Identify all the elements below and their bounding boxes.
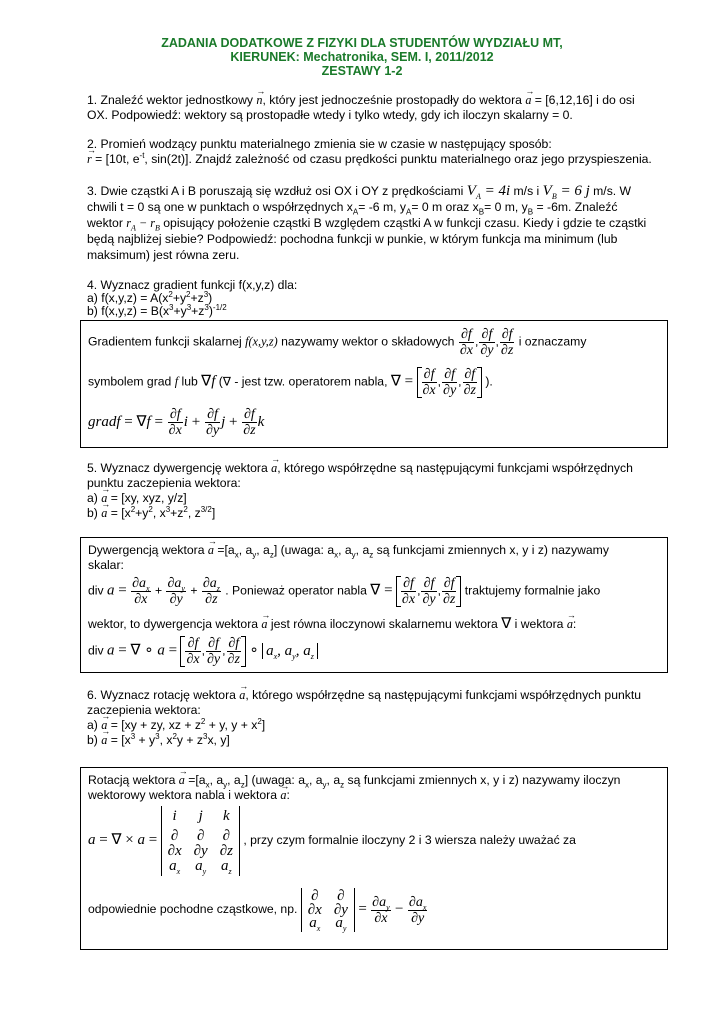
problem-5: 5. Wyznacz dywergencję wektora → a, którego współrzędne są następującymi funkcjami współrzędnych punktu zaczepienia wektora: a) → a = [xy, xyz, y/z] $b) \to a = [x^2+y^2$, $x^3+z^2$, $z^{3/2}$]	[87, 461, 667, 521]
problem-2: 2. Promień wodzący punktu materialnego zmienia sie w czasie w następujący sposób: → r = [10t, $e^{-t}$, sin(2t)]. Znajdź zależność od czasu prędkości punktu materialnego oraz jego przyspieszenia.	[87, 137, 667, 167]
problem-6: 6. Wyznacz rotację wektora → a, którego współrzędne są następującymi funkcjami współrzędnych punktu zaczepienia wektora: a) → a = [xy + zy, xz + $z^2 + y$, $y + x^2$] $b) \to a = [x^3 + y^3$, $x^2y + z^3x$, y]	[87, 688, 667, 748]
problem-4: 4. Wyznacz gradient funkcji f(x,y,z) dla: a) $f(x,y,z) = A(x^2+y^2+z^3)$ b) $f(x,y,z) = B(x^3+y^3+z^3)^{-1/2}$	[87, 278, 298, 318]
gradient-definition-box: Gradientem funkcji skalarnej f(x,y,z) nazywamy wektor o składowych $\frac{\partial f}{\partial x}$ , $\frac{\partial f}{\partial y}$ , $\frac{\partial f}{\partial z}$ i oznaczamy symbolem grad f lub ∇f (∇ - jest tzw. operatorem nabla, ∇ = $\frac{\partial f}{\partial x}$ , $\frac{\partial f}{\partial y}$ , $\frac{\partial f}{\partial z}$ ). gradf = ∇f = $\frac{\partial f}{\partial x}$ i + $\frac{\partial f}{\partial y}$ j + $\frac{\partial f}{\partial z}$ k	[80, 320, 668, 448]
vector-n: → n	[256, 93, 262, 108]
vector-a: → a	[525, 93, 531, 108]
problem-1: 1. Znaleźć wektor jednostkowy → n, który jest jednocześnie prostopadły do wektora → a = [6,12,16] i do osi OX. Podpowiedź: wektory są prostopadłe wtedy i tylko wtedy, gdy ich iloczyn skalarny = 0.	[87, 93, 667, 123]
header-line-1: ZADANIA DODATKOWE Z FIZYKI DLA STUDENTÓW WYDZIAŁU MT,	[161, 36, 563, 50]
problem-3: 3. Dwie cząstki A i B poruszają się wzdłuż osi OX i OY z prędkościami $V_A = 4i$ m/s i $V_B = 6$ j m/s. W chwili t = 0 są one w punktach o współrzędnych $x_A= -6$ m, $y_A= 0$ m oraz $x_B= 0$ m, $y_B = -6m$. Znaleźć wektor $r_A - r_B$ opisujący położenie cząstki B względem cząstki A w funkcji czasu. Kiedy i gdzie te cząstki będą najbliżej siebie? Podpowiedź: pochodna funkcji w punkie, w którym funkcja ma minimum (lub maksimum) jest równa zeru.	[87, 183, 647, 262]
gradient-formula: gradf = ∇f = $\frac{\partial f}{\partial x}$ i + $\frac{\partial f}{\partial y}$ j + $\frac{\partial f}{\partial z}$ k	[88, 407, 265, 438]
header-line-3: ZESTAWY 1-2	[321, 64, 403, 78]
header-line-2: KIERUNEK: Mechatronika, SEM. I, 2011/2012	[230, 50, 494, 64]
divergence-definition-box: Dywergencją wektora → $a =[a_x$, $a_y$, $a_z$] (uwaga: $a_x$, $a_y$, $a_z$ są funkcjami zmiennych x, y i z) nazywamy skalar: div a = $\frac{\partial a_x}{\partial x}$ + $\frac{\partial a_y}{\partial y}$ + $\frac{\partial a_z}{\partial z}$ . Ponieważ operator nabla ∇ = $\frac{\partial f}{\partial x}$ , $\frac{\partial f}{\partial y}$ , $\frac{\partial f}{\partial z}$ traktujemy formalnie jako wektor, to dywergencja wektora → a jest równa iloczynowi skalarnemu wektora ∇ i wektora → a: div a = ∇ ∘ a = $\frac{\partial f}{\partial x}$ , $\frac{\partial f}{\partial y}$ , $\frac{\partial f}{\partial z}$ ∘ $a_x$, $a_y$, $a_z$	[80, 537, 668, 673]
rotation-definition-box: Rotacją wektora → $a =[a_x$, $a_y$, $a_z$] (uwaga: $a_x$, $a_y$, $a_z$ są funkcjami zmiennych x, y i z) nazywamy iloczyn wektorowy wektora nabla i wektora → a: a = ∇ × a = i j k ∂ ∂ ∂ ∂x ∂y ∂z $a_x$ $a_y$ $a_z$ , przy czym formalnie iloczyny 2 i 3 wiersza należy uważać za odpowiednie pochodne cząstkowe, np. ∂ ∂ ∂x ∂y $a_x$ $a_y$ = $\frac{\partial a_y}{\partial x}$ − $\frac{\partial a_x}{\partial y}$	[80, 767, 668, 950]
vector-r: → r	[87, 152, 92, 167]
